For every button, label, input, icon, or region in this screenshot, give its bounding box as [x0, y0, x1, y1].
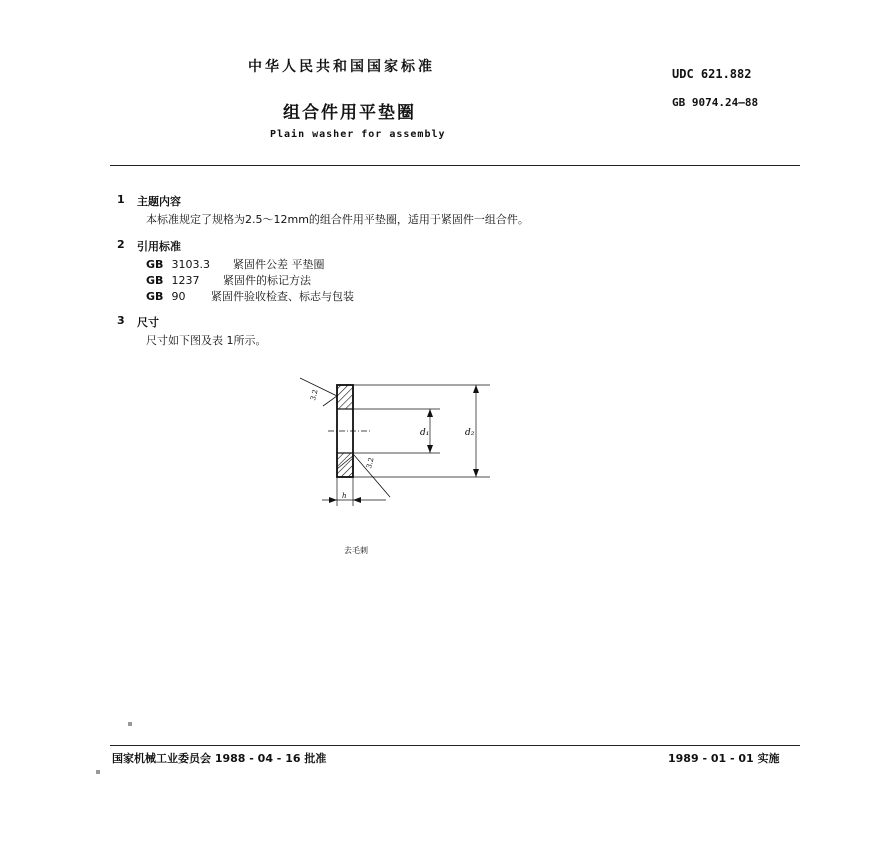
reference-code: GB — [146, 274, 164, 287]
udc-code: UDC 621.882 — [672, 67, 752, 81]
document-title-en: Plain washer for assembly — [270, 129, 446, 140]
reference-number: 90 — [171, 290, 186, 303]
section-2-title: 引用标准 — [137, 240, 181, 253]
section-1-title: 主题内容 — [137, 195, 181, 208]
section-2-number: 2 — [117, 238, 125, 251]
reference-code: GB — [146, 258, 164, 271]
reference-number: 1237 — [171, 274, 200, 287]
reference-item-1 — [146, 256, 325, 272]
washer-section-bottom-hatch — [337, 453, 353, 477]
roughness-label-bottom: 3.2 — [365, 456, 376, 470]
roughness-label-top: 3.2 — [309, 388, 320, 402]
dim-d1-label: d₁ — [420, 428, 430, 438]
reference-item-3 — [146, 288, 354, 304]
footer-rule — [110, 745, 800, 746]
section-3-number: 3 — [117, 314, 125, 327]
effective-date-text: 1989 - 01 - 01 实施 — [668, 752, 780, 765]
arrow-icon — [427, 409, 433, 417]
section-1-body: 本标准规定了规格为2.5～12mm的组合件用平垫圈，适用于紧固件一组合件。 — [146, 213, 529, 226]
reference-title: 紧固件公差 平垫圈 — [233, 258, 325, 271]
reference-number: 3103.3 — [171, 258, 210, 271]
arrow-icon — [427, 445, 433, 453]
reference-code: GB — [146, 290, 164, 303]
reference-title: 紧固件验收检查、标志与包装 — [211, 290, 354, 303]
dim-h-label: h — [342, 492, 347, 500]
arrow-icon — [353, 497, 361, 503]
arrow-icon — [473, 469, 479, 477]
standard-name: 中华人民共和国国家标准 — [248, 59, 435, 75]
section-1-number: 1 — [117, 193, 125, 206]
dim-d2-label: d₂ — [465, 428, 475, 438]
reference-title: 紧固件的标记方法 — [223, 274, 311, 287]
drawing-caption: 去毛刺 — [344, 546, 368, 555]
section-3-body: 尺寸如下图及表 1所示。 — [146, 334, 267, 347]
document-title-cn: 组合件用平垫圈 — [283, 103, 416, 123]
reference-item-2 — [146, 272, 311, 288]
crop-mark — [128, 722, 132, 726]
washer-drawing — [290, 372, 510, 522]
header-rule — [110, 165, 800, 166]
section-3-title: 尺寸 — [137, 316, 159, 329]
gb-number: GB 9074.24—88 — [672, 96, 759, 109]
approval-text: 国家机械工业委员会 1988 - 04 - 16 批准 — [112, 752, 327, 765]
arrow-icon — [329, 497, 337, 503]
washer-section-top-hatch — [337, 385, 353, 409]
crop-mark — [96, 770, 100, 774]
arrow-icon — [473, 385, 479, 393]
